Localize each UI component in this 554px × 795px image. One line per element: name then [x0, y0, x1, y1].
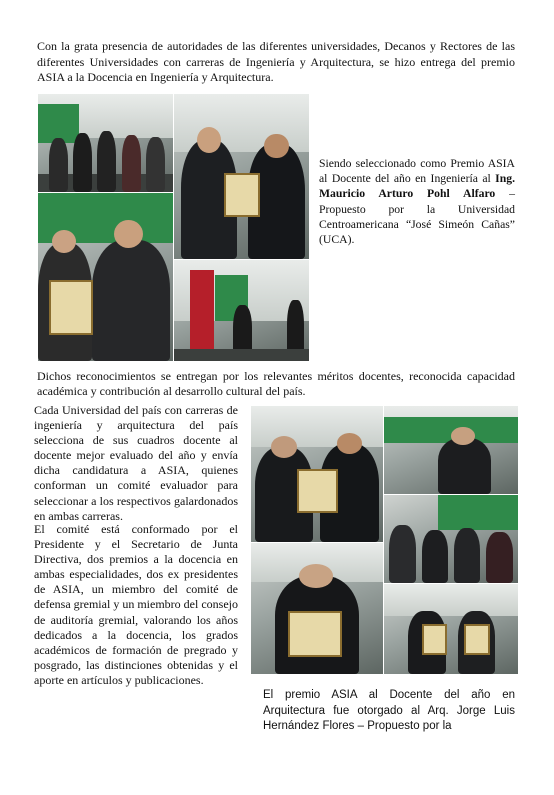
seleccion-paragraph: Cada Universidad del país con carreras de ingeniería y arquitectura del país selecciona de sus cuadros docente al docente mejor evaluado del año y envía dicha candidatura a ASIA, quienes conforman un comité evaluador para seleccionar a los respectivos galardonados en ambas carreras.: [34, 403, 238, 523]
intro-paragraph: Con la grata presencia de autoridades de las diferentes universidades, Decanos y Rectores de las diferentes Universidades con carreras de Ingeniería y Arquitectura, se hizo entrega del premio ASIA a la Docencia en Ingeniería y Arquitectura.: [37, 39, 515, 84]
comite-paragraph: El comité está conformado por el Presidente y el Secretario de Junta Directiva, dos premios a la docencia en ambas especialidades, dos ex presidentes de ASIA, un miembro del comité de defensa gremial y un miembro del consejo de auditoría gremial, valorando los años dedicados a la docencia, los grados académicos de formación de pregrado y posgrado, las distinciones obtenidas y el aporte en artículos y publicaciones.: [34, 522, 238, 687]
award-recipient-photo: [37, 192, 174, 362]
reconocimientos-paragraph: Dichos reconocimientos se entregan por los relevantes méritos docentes, reconocida capacidad académica y contribución al desarrollo cultural del país.: [37, 369, 515, 398]
group-photo: [37, 93, 174, 193]
caption-trailing-text: – Propuesto por la Universidad Centroamericana “José Simeón Cañas” (UCA).: [319, 187, 515, 247]
podium-speaker-photo: [173, 259, 310, 362]
guests-greeting-photo: [383, 494, 519, 584]
ingenieria-awardee-name: Ing. Mauricio Arturo Pohl Alfaro: [319, 172, 515, 201]
caption-lead-text: Siendo seleccionado como Premio ASIA al Docente del año en Ingeniería al: [319, 157, 515, 186]
arquitectura-recipient-photo: [250, 542, 384, 675]
speaker-microphone-photo: [383, 405, 519, 495]
two-awardees-photo: [383, 583, 519, 675]
ingenieria-award-caption: [319, 156, 515, 247]
award-handshake-photo: [173, 93, 310, 260]
arquitectura-handshake-photo: [250, 405, 384, 543]
arquitectura-award-caption: El premio ASIA al Docente del año en Arquitectura fue otorgado al Arq. Jorge Luis Hernández Flores – Propuesto por la: [263, 689, 515, 733]
